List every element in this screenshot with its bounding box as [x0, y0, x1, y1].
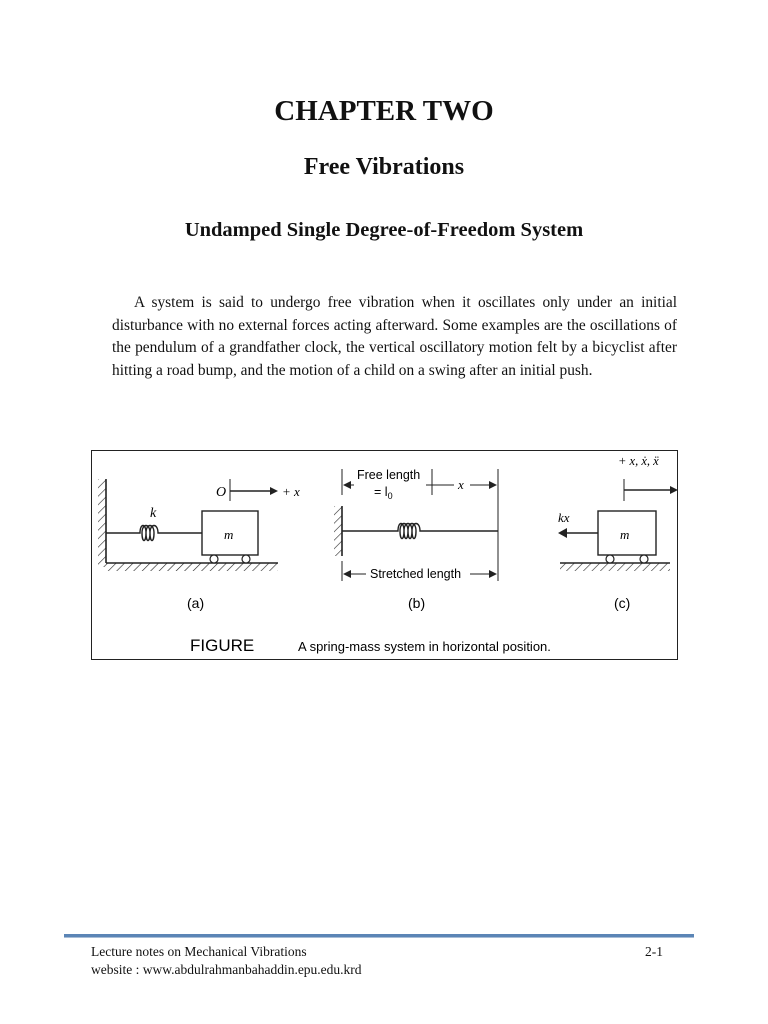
force-arrowhead-c [558, 528, 567, 538]
mass-label-a: m [224, 527, 234, 542]
figure-label: FIGURE [190, 636, 255, 655]
ground-hatch-a [106, 563, 278, 571]
stretched-length-label: Stretched length [370, 567, 462, 581]
panel-label-c: (c) [614, 595, 631, 611]
figure-caption: A spring-mass system in horizontal position. [298, 639, 551, 654]
force-label-c: kx [558, 510, 570, 525]
wall-hatch-a [98, 479, 106, 567]
panel-b [334, 465, 498, 611]
wheel-a2 [242, 555, 250, 563]
panel-label-a: (a) [187, 595, 205, 611]
free-length-label: Free length [357, 468, 421, 482]
x-dim-arrowhead [489, 481, 497, 489]
page-number: 2-1 [645, 944, 663, 959]
wheel-c2 [640, 555, 648, 563]
motion-label-c: + x, ẋ, ẍ [618, 454, 659, 468]
spring-mass-diagram [92, 451, 677, 659]
footer-website: website : www.abdulrahmanbahaddin.epu.edu.krd [91, 962, 362, 977]
chapter-heading: CHAPTER TWO [274, 95, 494, 127]
displacement-label: x [458, 477, 464, 492]
body-paragraph: A system is said to undergo free vibration when it oscillates only under an initial disturbance with no external forces acting afterward. Some examples are the oscillations of the pendulum of a grandfather clock, the vertical oscillatory motion felt by a bicyclist after hitting a road bump, and the motion of a child on a swing after an initial push. [112, 294, 677, 379]
mass-label-c: m [620, 527, 630, 542]
free-length-eq: = $l_0$ [374, 485, 393, 501]
origin-label-a: O [216, 485, 227, 500]
stretched-arrowhead-left [343, 570, 351, 578]
footer-notes [91, 943, 362, 979]
ground-hatch-c [560, 563, 670, 571]
footer-rule-shadow [64, 937, 694, 938]
axis-arrowhead-a [270, 487, 278, 495]
motion-arrowhead-c [670, 486, 677, 494]
spring-label-a: k [150, 506, 157, 521]
wheel-a1 [210, 555, 218, 563]
footer-course: Lecture notes on Mechanical Vibrations [91, 944, 307, 959]
section-heading: Undamped Single Degree-of-Freedom System [184, 219, 584, 241]
free-length-arrowhead [343, 481, 351, 489]
wall-hatch-b [334, 506, 342, 556]
panel-c [558, 454, 677, 611]
spring-a [106, 526, 202, 541]
chapter-title: Free Vibrations [303, 154, 465, 180]
spring-mass-figure [91, 450, 678, 660]
wheel-c1 [606, 555, 614, 563]
spring-b [342, 524, 498, 539]
panel-a [98, 479, 300, 611]
panel-label-b: (b) [408, 595, 426, 611]
axis-label-a: + x [282, 484, 300, 499]
stretched-arrowhead-right [489, 570, 497, 578]
